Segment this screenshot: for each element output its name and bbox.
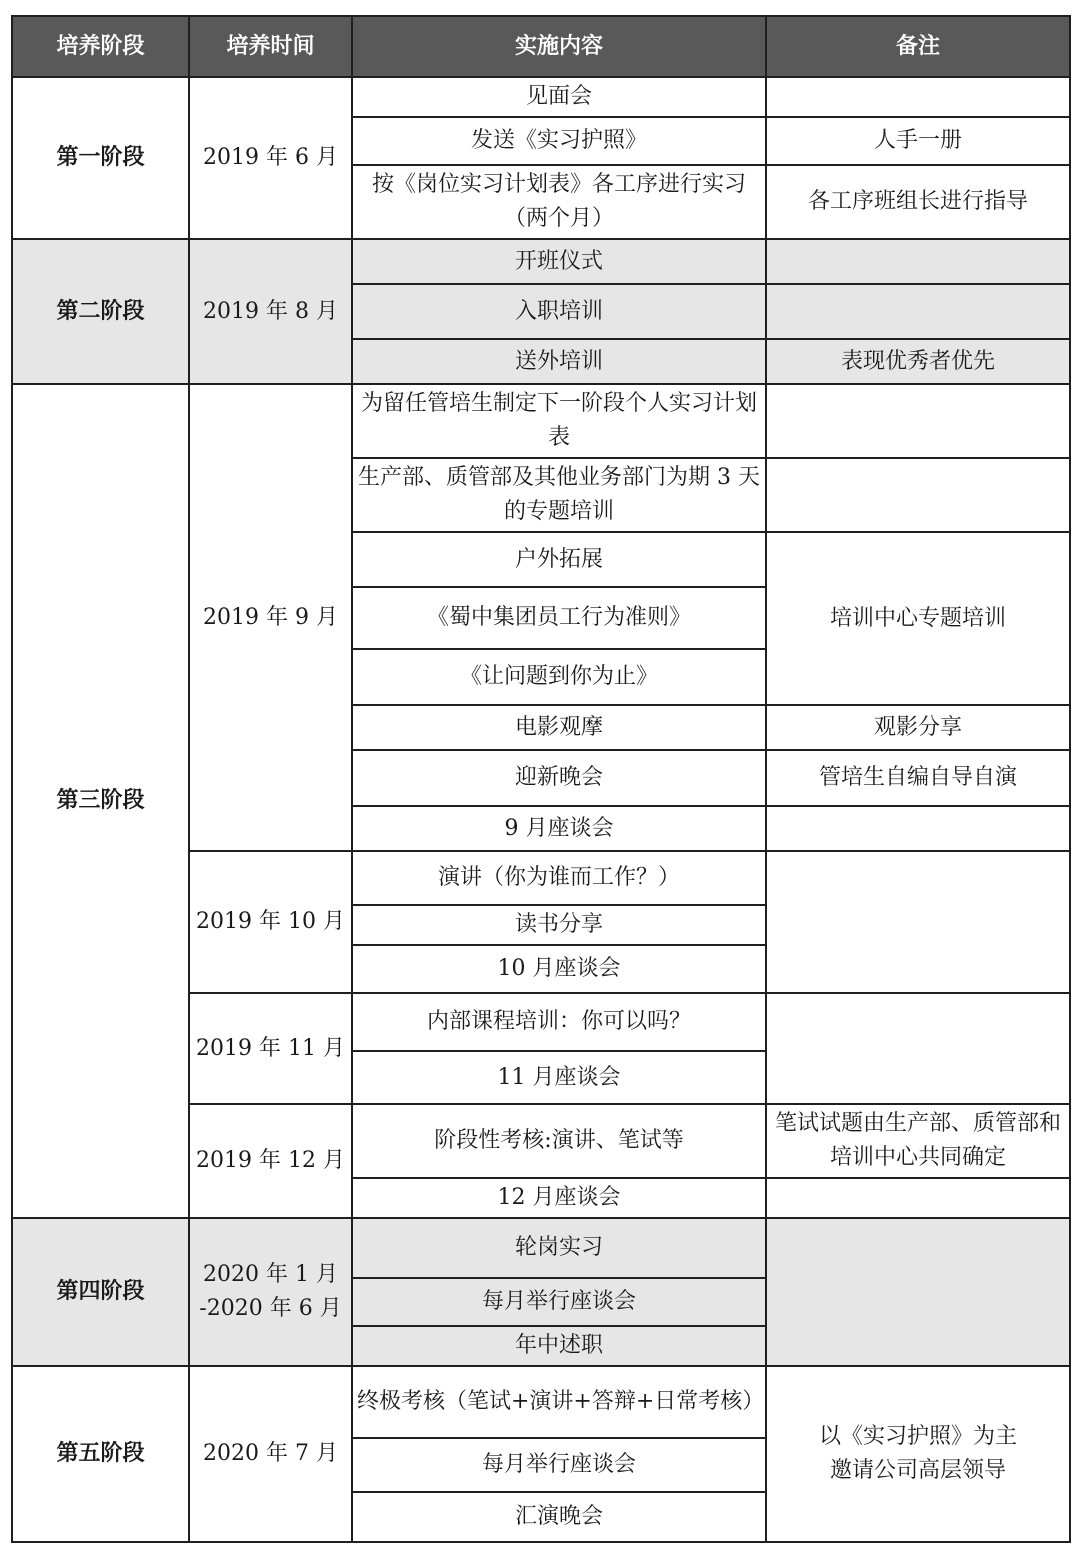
stage-time: 2019 年 10 月 <box>189 851 352 993</box>
stage-time <box>189 1218 352 1366</box>
activity-cell: 轮岗实习 <box>352 1218 766 1278</box>
note-cell <box>766 458 1070 532</box>
activity-cell: 为留任管培生制定下一阶段个人实习计划表 <box>352 384 766 458</box>
note-cell <box>766 993 1070 1104</box>
stage-time-line1: 2020 年 1 月 <box>203 1262 338 1287</box>
header-row <box>12 16 1070 77</box>
training-plan-table <box>11 15 1071 1543</box>
stage-time: 2019 年 9 月 <box>189 384 352 851</box>
activity-cell: 开班仪式 <box>352 239 766 284</box>
activity-cell: 10 月座谈会 <box>352 945 766 993</box>
stage-time: 2019 年 12 月 <box>189 1104 352 1218</box>
note-cell: 笔试试题由生产部、质管部和培训中心共同确定 <box>766 1104 1070 1178</box>
note-cell: 人手一册 <box>766 117 1070 165</box>
note-cell <box>766 806 1070 851</box>
note-line1: 以《实习护照》为主 <box>818 1424 1017 1449</box>
note-cell <box>766 239 1070 284</box>
activity-cell: 发送《实习护照》 <box>352 117 766 165</box>
note-cell <box>766 1178 1070 1218</box>
table-row <box>12 239 1070 284</box>
note-cell: 管培生自编自导自演 <box>766 750 1070 806</box>
activity-cell: 内部课程培训：你可以吗？ <box>352 993 766 1051</box>
activity-cell: 11 月座谈会 <box>352 1051 766 1104</box>
activity-cell: 12 月座谈会 <box>352 1178 766 1218</box>
note-cell <box>766 851 1070 993</box>
activity-cell: 汇演晚会 <box>352 1492 766 1542</box>
note-cell: 表现优秀者优先 <box>766 339 1070 384</box>
table-row <box>12 1218 1070 1278</box>
note-cell: 观影分享 <box>766 705 1070 750</box>
stage-time: 2020 年 7 月 <box>189 1366 352 1542</box>
note-cell <box>766 1218 1070 1366</box>
activity-cell: 终极考核（笔试+演讲+答辩+日常考核） <box>352 1366 766 1438</box>
note-cell <box>766 77 1070 117</box>
table-row <box>12 384 1070 458</box>
activity-cell: 生产部、质管部及其他业务部门为期 3 天的专题培训 <box>352 458 766 532</box>
activity-cell: 按《岗位实习计划表》各工序进行实习（两个月） <box>352 165 766 239</box>
activity-cell: 阶段性考核:演讲、笔试等 <box>352 1104 766 1178</box>
activity-cell: 见面会 <box>352 77 766 117</box>
activity-cell: 迎新晚会 <box>352 750 766 806</box>
stage-time: 2019 年 8 月 <box>189 239 352 384</box>
stage-name: 第二阶段 <box>12 239 189 384</box>
note-cell <box>766 1366 1070 1542</box>
activity-cell: 电影观摩 <box>352 705 766 750</box>
note-cell <box>766 384 1070 458</box>
stage-time: 2019 年 11 月 <box>189 993 352 1104</box>
activity-cell: 入职培训 <box>352 284 766 339</box>
note-line2: 邀请公司高层领导 <box>829 1458 1006 1483</box>
stage-name: 第一阶段 <box>12 77 189 239</box>
activity-cell: 《蜀中集团员工行为准则》 <box>352 587 766 649</box>
header-stage: 培养阶段 <box>12 16 189 77</box>
stage-time: 2019 年 6 月 <box>189 77 352 239</box>
stage-name: 第四阶段 <box>12 1218 189 1366</box>
activity-cell: 送外培训 <box>352 339 766 384</box>
note-cell: 培训中心专题培训 <box>766 532 1070 705</box>
activity-cell: 演讲（你为谁而工作？） <box>352 851 766 905</box>
header-notes: 备注 <box>766 16 1070 77</box>
stage-time-line2: -2020 年 6 月 <box>199 1296 342 1321</box>
activity-cell: 《让问题到你为止》 <box>352 649 766 705</box>
stage-name: 第三阶段 <box>12 384 189 1218</box>
note-cell <box>766 284 1070 339</box>
activity-cell: 每月举行座谈会 <box>352 1438 766 1492</box>
activity-cell: 年中述职 <box>352 1326 766 1366</box>
note-cell: 各工序班组长进行指导 <box>766 165 1070 239</box>
header-time: 培养时间 <box>189 16 352 77</box>
activity-cell: 读书分享 <box>352 905 766 945</box>
stage-name: 第五阶段 <box>12 1366 189 1542</box>
activity-cell: 户外拓展 <box>352 532 766 587</box>
activity-cell: 每月举行座谈会 <box>352 1278 766 1326</box>
activity-cell: 9 月座谈会 <box>352 806 766 851</box>
header-content: 实施内容 <box>352 16 766 77</box>
table-row <box>12 77 1070 117</box>
table-row <box>12 1366 1070 1438</box>
